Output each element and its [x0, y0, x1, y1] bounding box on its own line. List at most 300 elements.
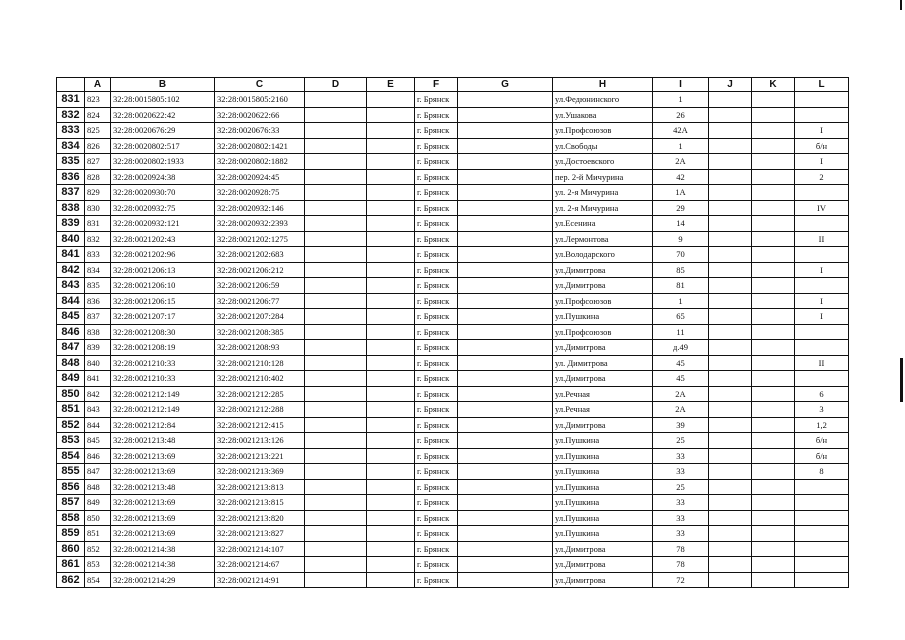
cell-g[interactable]	[458, 402, 553, 418]
column-header-i[interactable]: I	[653, 78, 709, 92]
cell-c[interactable]: 32:28:0021213:221	[215, 448, 305, 464]
cell-e[interactable]	[367, 386, 415, 402]
cell-a[interactable]: 831	[85, 216, 111, 232]
cell-l[interactable]: I	[795, 154, 849, 170]
cell-e[interactable]	[367, 417, 415, 433]
cell-b[interactable]: 32:28:0021213:69	[111, 464, 215, 480]
cell-l[interactable]: б/н	[795, 448, 849, 464]
cell-k[interactable]	[752, 278, 795, 294]
cell-b[interactable]: 32:28:0020932:121	[111, 216, 215, 232]
cell-h[interactable]: ул.Димитрова	[553, 262, 653, 278]
cell-h[interactable]: ул.Федюнинского	[553, 92, 653, 108]
cell-j[interactable]	[709, 340, 752, 356]
cell-h[interactable]: ул.Димитрова	[553, 541, 653, 557]
cell-e[interactable]	[367, 138, 415, 154]
cell-j[interactable]	[709, 386, 752, 402]
cell-b[interactable]: 32:28:0021210:33	[111, 355, 215, 371]
cell-a[interactable]: 838	[85, 324, 111, 340]
cell-j[interactable]	[709, 231, 752, 247]
cell-a[interactable]: 843	[85, 402, 111, 418]
cell-l[interactable]	[795, 278, 849, 294]
cell-h[interactable]: ул.Пушкина	[553, 526, 653, 542]
column-header-g[interactable]: G	[458, 78, 553, 92]
cell-b[interactable]: 32:28:0021213:69	[111, 495, 215, 511]
cell-k[interactable]	[752, 355, 795, 371]
cell-h[interactable]: ул.Ушакова	[553, 107, 653, 123]
cell-j[interactable]	[709, 448, 752, 464]
cell-i[interactable]: 11	[653, 324, 709, 340]
cell-j[interactable]	[709, 293, 752, 309]
column-header-h[interactable]: H	[553, 78, 653, 92]
cell-l[interactable]: б/н	[795, 433, 849, 449]
column-header-b[interactable]: B	[111, 78, 215, 92]
cell-i[interactable]: 2А	[653, 154, 709, 170]
cell-d[interactable]	[305, 262, 367, 278]
cell-f[interactable]: г. Брянск	[415, 107, 458, 123]
cell-b[interactable]: 32:28:0021213:48	[111, 433, 215, 449]
cell-a[interactable]: 847	[85, 464, 111, 480]
cell-h[interactable]: ул.Пушкина	[553, 479, 653, 495]
cell-k[interactable]	[752, 293, 795, 309]
cell-b[interactable]: 32:28:0021213:69	[111, 526, 215, 542]
cell-f[interactable]: г. Брянск	[415, 200, 458, 216]
cell-d[interactable]	[305, 200, 367, 216]
cell-c[interactable]: 32:28:0021212:288	[215, 402, 305, 418]
cell-a[interactable]: 833	[85, 247, 111, 263]
cell-i[interactable]: 33	[653, 495, 709, 511]
cell-d[interactable]	[305, 541, 367, 557]
cell-i[interactable]: 33	[653, 448, 709, 464]
row-number[interactable]: 852	[57, 417, 85, 433]
cell-b[interactable]: 32:28:0021210:33	[111, 371, 215, 387]
cell-l[interactable]: I	[795, 309, 849, 325]
cell-a[interactable]: 835	[85, 278, 111, 294]
cell-c[interactable]: 32:28:0021207:284	[215, 309, 305, 325]
cell-d[interactable]	[305, 154, 367, 170]
cell-f[interactable]: г. Брянск	[415, 572, 458, 588]
cell-d[interactable]	[305, 495, 367, 511]
cell-f[interactable]: г. Брянск	[415, 278, 458, 294]
cell-e[interactable]	[367, 557, 415, 573]
cell-f[interactable]: г. Брянск	[415, 464, 458, 480]
cell-c[interactable]: 32:28:0020932:146	[215, 200, 305, 216]
cell-h[interactable]: ул.Профсоюзов	[553, 324, 653, 340]
cell-i[interactable]: 1	[653, 138, 709, 154]
cell-d[interactable]	[305, 340, 367, 356]
cell-f[interactable]: г. Брянск	[415, 324, 458, 340]
cell-i[interactable]: 1А	[653, 185, 709, 201]
cell-h[interactable]: пер. 2-й Мичурина	[553, 169, 653, 185]
cell-b[interactable]: 32:28:0020924:38	[111, 169, 215, 185]
cell-g[interactable]	[458, 433, 553, 449]
cell-k[interactable]	[752, 448, 795, 464]
cell-d[interactable]	[305, 123, 367, 139]
cell-j[interactable]	[709, 355, 752, 371]
cell-k[interactable]	[752, 107, 795, 123]
cell-e[interactable]	[367, 402, 415, 418]
row-number[interactable]: 848	[57, 355, 85, 371]
cell-e[interactable]	[367, 340, 415, 356]
cell-b[interactable]: 32:28:0020802:1933	[111, 154, 215, 170]
cell-d[interactable]	[305, 138, 367, 154]
cell-e[interactable]	[367, 526, 415, 542]
cell-i[interactable]: 33	[653, 510, 709, 526]
cell-g[interactable]	[458, 216, 553, 232]
cell-b[interactable]: 32:28:0021208:19	[111, 340, 215, 356]
cell-l[interactable]: 8	[795, 464, 849, 480]
cell-g[interactable]	[458, 293, 553, 309]
cell-i[interactable]: 14	[653, 216, 709, 232]
cell-g[interactable]	[458, 355, 553, 371]
cell-j[interactable]	[709, 495, 752, 511]
column-header-f[interactable]: F	[415, 78, 458, 92]
cell-j[interactable]	[709, 433, 752, 449]
cell-g[interactable]	[458, 123, 553, 139]
cell-b[interactable]: 32:28:0021213:69	[111, 510, 215, 526]
cell-e[interactable]	[367, 324, 415, 340]
cell-i[interactable]: 1	[653, 293, 709, 309]
cell-h[interactable]: ул.Пушкина	[553, 464, 653, 480]
cell-b[interactable]: 32:28:0020932:75	[111, 200, 215, 216]
cell-c[interactable]: 32:28:0021206:59	[215, 278, 305, 294]
cell-k[interactable]	[752, 371, 795, 387]
cell-a[interactable]: 830	[85, 200, 111, 216]
cell-g[interactable]	[458, 92, 553, 108]
cell-d[interactable]	[305, 402, 367, 418]
cell-e[interactable]	[367, 247, 415, 263]
cell-k[interactable]	[752, 185, 795, 201]
cell-k[interactable]	[752, 262, 795, 278]
cell-g[interactable]	[458, 572, 553, 588]
cell-c[interactable]: 32:28:0021213:820	[215, 510, 305, 526]
cell-j[interactable]	[709, 526, 752, 542]
cell-h[interactable]: ул.Димитрова	[553, 278, 653, 294]
cell-l[interactable]: 1,2	[795, 417, 849, 433]
cell-f[interactable]: г. Брянск	[415, 417, 458, 433]
cell-g[interactable]	[458, 541, 553, 557]
column-header-j[interactable]: J	[709, 78, 752, 92]
cell-b[interactable]: 32:28:0021212:84	[111, 417, 215, 433]
cell-c[interactable]: 32:28:0020928:75	[215, 185, 305, 201]
cell-l[interactable]: II	[795, 355, 849, 371]
cell-f[interactable]: г. Брянск	[415, 340, 458, 356]
cell-j[interactable]	[709, 572, 752, 588]
cell-h[interactable]: ул.Пушкина	[553, 510, 653, 526]
cell-e[interactable]	[367, 479, 415, 495]
cell-l[interactable]	[795, 495, 849, 511]
cell-i[interactable]: 25	[653, 433, 709, 449]
cell-k[interactable]	[752, 510, 795, 526]
cell-h[interactable]: ул.Димитрова	[553, 557, 653, 573]
cell-g[interactable]	[458, 247, 553, 263]
cell-c[interactable]: 32:28:0021206:212	[215, 262, 305, 278]
cell-e[interactable]	[367, 433, 415, 449]
cell-g[interactable]	[458, 510, 553, 526]
cell-g[interactable]	[458, 138, 553, 154]
cell-f[interactable]: г. Брянск	[415, 138, 458, 154]
cell-j[interactable]	[709, 185, 752, 201]
cell-a[interactable]: 834	[85, 262, 111, 278]
cell-e[interactable]	[367, 169, 415, 185]
cell-l[interactable]: 2	[795, 169, 849, 185]
cell-k[interactable]	[752, 541, 795, 557]
cell-f[interactable]: г. Брянск	[415, 123, 458, 139]
cell-a[interactable]: 852	[85, 541, 111, 557]
cell-k[interactable]	[752, 572, 795, 588]
cell-a[interactable]: 836	[85, 293, 111, 309]
cell-h[interactable]: ул.Есенина	[553, 216, 653, 232]
cell-g[interactable]	[458, 417, 553, 433]
cell-d[interactable]	[305, 479, 367, 495]
cell-c[interactable]: 32:28:0021208:385	[215, 324, 305, 340]
cell-a[interactable]: 825	[85, 123, 111, 139]
cell-g[interactable]	[458, 448, 553, 464]
cell-e[interactable]	[367, 464, 415, 480]
cell-i[interactable]: 26	[653, 107, 709, 123]
cell-h[interactable]: ул. Димитрова	[553, 355, 653, 371]
cell-e[interactable]	[367, 231, 415, 247]
cell-c[interactable]: 32:28:0021213:827	[215, 526, 305, 542]
cell-e[interactable]	[367, 154, 415, 170]
cell-b[interactable]: 32:28:0021212:149	[111, 402, 215, 418]
cell-l[interactable]	[795, 324, 849, 340]
cell-k[interactable]	[752, 402, 795, 418]
cell-l[interactable]: IV	[795, 200, 849, 216]
cell-j[interactable]	[709, 262, 752, 278]
cell-j[interactable]	[709, 169, 752, 185]
cell-j[interactable]	[709, 278, 752, 294]
cell-c[interactable]: 32:28:0020802:1882	[215, 154, 305, 170]
cell-d[interactable]	[305, 107, 367, 123]
cell-a[interactable]: 832	[85, 231, 111, 247]
cell-a[interactable]: 853	[85, 557, 111, 573]
cell-d[interactable]	[305, 417, 367, 433]
cell-d[interactable]	[305, 510, 367, 526]
cell-l[interactable]: б/н	[795, 138, 849, 154]
column-header-c[interactable]: C	[215, 78, 305, 92]
cell-e[interactable]	[367, 495, 415, 511]
cell-k[interactable]	[752, 324, 795, 340]
cell-h[interactable]: ул.Лермонтова	[553, 231, 653, 247]
cell-a[interactable]: 840	[85, 355, 111, 371]
cell-h[interactable]: ул.Профсоюзов	[553, 293, 653, 309]
cell-d[interactable]	[305, 557, 367, 573]
row-number[interactable]: 841	[57, 247, 85, 263]
cell-g[interactable]	[458, 262, 553, 278]
cell-a[interactable]: 841	[85, 371, 111, 387]
cell-a[interactable]: 844	[85, 417, 111, 433]
cell-d[interactable]	[305, 185, 367, 201]
cell-c[interactable]: 32:28:0021210:402	[215, 371, 305, 387]
row-number[interactable]: 849	[57, 371, 85, 387]
cell-c[interactable]: 32:28:0021214:91	[215, 572, 305, 588]
cell-d[interactable]	[305, 448, 367, 464]
cell-c[interactable]: 32:28:0021213:126	[215, 433, 305, 449]
cell-d[interactable]	[305, 572, 367, 588]
cell-k[interactable]	[752, 138, 795, 154]
cell-h[interactable]: ул.Пушкина	[553, 433, 653, 449]
column-header-d[interactable]: D	[305, 78, 367, 92]
cell-e[interactable]	[367, 107, 415, 123]
row-number[interactable]: 861	[57, 557, 85, 573]
cell-i[interactable]: 78	[653, 557, 709, 573]
cell-g[interactable]	[458, 278, 553, 294]
cell-a[interactable]: 845	[85, 433, 111, 449]
cell-l[interactable]	[795, 107, 849, 123]
cell-d[interactable]	[305, 386, 367, 402]
cell-c[interactable]: 32:28:0020676:33	[215, 123, 305, 139]
cell-l[interactable]	[795, 526, 849, 542]
cell-l[interactable]: I	[795, 123, 849, 139]
cell-j[interactable]	[709, 417, 752, 433]
cell-k[interactable]	[752, 386, 795, 402]
cell-j[interactable]	[709, 216, 752, 232]
row-number[interactable]: 851	[57, 402, 85, 418]
cell-h[interactable]: ул.Речная	[553, 402, 653, 418]
column-header-l[interactable]: L	[795, 78, 849, 92]
cell-e[interactable]	[367, 185, 415, 201]
cell-c[interactable]: 32:28:0020622:66	[215, 107, 305, 123]
cell-c[interactable]: 32:28:0021212:415	[215, 417, 305, 433]
cell-c[interactable]: 32:28:0021202:1275	[215, 231, 305, 247]
column-header-e[interactable]: E	[367, 78, 415, 92]
cell-f[interactable]: г. Брянск	[415, 557, 458, 573]
cell-c[interactable]: 32:28:0020924:45	[215, 169, 305, 185]
cell-h[interactable]: ул.Володарского	[553, 247, 653, 263]
cell-j[interactable]	[709, 541, 752, 557]
cell-i[interactable]: 2А	[653, 386, 709, 402]
cell-f[interactable]: г. Брянск	[415, 262, 458, 278]
cell-j[interactable]	[709, 479, 752, 495]
cell-f[interactable]: г. Брянск	[415, 154, 458, 170]
cell-f[interactable]: г. Брянск	[415, 479, 458, 495]
cell-h[interactable]: ул.Речная	[553, 386, 653, 402]
cell-i[interactable]: 65	[653, 309, 709, 325]
cell-e[interactable]	[367, 355, 415, 371]
cell-g[interactable]	[458, 495, 553, 511]
cell-a[interactable]: 829	[85, 185, 111, 201]
cell-h[interactable]: ул.Димитрова	[553, 572, 653, 588]
cell-i[interactable]: 29	[653, 200, 709, 216]
cell-h[interactable]: ул.Димитрова	[553, 371, 653, 387]
cell-f[interactable]: г. Брянск	[415, 526, 458, 542]
cell-g[interactable]	[458, 557, 553, 573]
cell-f[interactable]: г. Брянск	[415, 293, 458, 309]
cell-f[interactable]: г. Брянск	[415, 169, 458, 185]
cell-g[interactable]	[458, 464, 553, 480]
cell-i[interactable]: 25	[653, 479, 709, 495]
cell-d[interactable]	[305, 309, 367, 325]
cell-j[interactable]	[709, 107, 752, 123]
column-header-k[interactable]: K	[752, 78, 795, 92]
cell-c[interactable]: 32:28:0020932:2393	[215, 216, 305, 232]
cell-i[interactable]: 42	[653, 169, 709, 185]
cell-l[interactable]	[795, 185, 849, 201]
cell-a[interactable]: 824	[85, 107, 111, 123]
cell-g[interactable]	[458, 231, 553, 247]
cell-b[interactable]: 32:28:0021206:10	[111, 278, 215, 294]
cell-c[interactable]: 32:28:0021214:67	[215, 557, 305, 573]
cell-a[interactable]: 846	[85, 448, 111, 464]
cell-e[interactable]	[367, 123, 415, 139]
cell-a[interactable]: 823	[85, 92, 111, 108]
cell-k[interactable]	[752, 231, 795, 247]
cell-b[interactable]: 32:28:0021212:149	[111, 386, 215, 402]
cell-i[interactable]: 45	[653, 355, 709, 371]
row-number[interactable]: 847	[57, 340, 85, 356]
cell-e[interactable]	[367, 92, 415, 108]
cell-l[interactable]	[795, 557, 849, 573]
cell-d[interactable]	[305, 464, 367, 480]
cell-c[interactable]: 32:28:0021213:369	[215, 464, 305, 480]
cell-k[interactable]	[752, 417, 795, 433]
cell-i[interactable]: 1	[653, 92, 709, 108]
cell-e[interactable]	[367, 572, 415, 588]
cell-h[interactable]: ул.Пушкина	[553, 495, 653, 511]
cell-b[interactable]: 32:28:0020622:42	[111, 107, 215, 123]
cell-e[interactable]	[367, 448, 415, 464]
cell-f[interactable]: г. Брянск	[415, 216, 458, 232]
row-number[interactable]: 831	[57, 92, 85, 108]
cell-i[interactable]: 45	[653, 371, 709, 387]
cell-l[interactable]: II	[795, 231, 849, 247]
cell-k[interactable]	[752, 557, 795, 573]
cell-d[interactable]	[305, 278, 367, 294]
cell-c[interactable]: 32:28:0021214:107	[215, 541, 305, 557]
cell-f[interactable]: г. Брянск	[415, 402, 458, 418]
cell-g[interactable]	[458, 309, 553, 325]
cell-f[interactable]: г. Брянск	[415, 386, 458, 402]
cell-f[interactable]: г. Брянск	[415, 185, 458, 201]
cell-i[interactable]: 78	[653, 541, 709, 557]
cell-l[interactable]: I	[795, 293, 849, 309]
cell-b[interactable]: 32:28:0020930:70	[111, 185, 215, 201]
cell-c[interactable]: 32:28:0021208:93	[215, 340, 305, 356]
cell-a[interactable]: 827	[85, 154, 111, 170]
cell-d[interactable]	[305, 433, 367, 449]
cell-k[interactable]	[752, 495, 795, 511]
cell-g[interactable]	[458, 200, 553, 216]
cell-i[interactable]: 39	[653, 417, 709, 433]
cell-l[interactable]: I	[795, 262, 849, 278]
row-number[interactable]: 844	[57, 293, 85, 309]
cell-a[interactable]: 850	[85, 510, 111, 526]
cell-j[interactable]	[709, 123, 752, 139]
cell-b[interactable]: 32:28:0021213:69	[111, 448, 215, 464]
cell-h[interactable]: ул.Пушкина	[553, 309, 653, 325]
cell-j[interactable]	[709, 247, 752, 263]
cell-b[interactable]: 32:28:0021208:30	[111, 324, 215, 340]
cell-b[interactable]: 32:28:0021206:13	[111, 262, 215, 278]
cell-d[interactable]	[305, 324, 367, 340]
cell-g[interactable]	[458, 479, 553, 495]
row-number[interactable]: 859	[57, 526, 85, 542]
cell-b[interactable]: 32:28:0020802:517	[111, 138, 215, 154]
cell-k[interactable]	[752, 309, 795, 325]
row-number[interactable]: 862	[57, 572, 85, 588]
row-number[interactable]: 835	[57, 154, 85, 170]
cell-l[interactable]: 6	[795, 386, 849, 402]
row-number[interactable]: 834	[57, 138, 85, 154]
cell-l[interactable]	[795, 216, 849, 232]
cell-g[interactable]	[458, 107, 553, 123]
cell-i[interactable]: 72	[653, 572, 709, 588]
cell-f[interactable]: г. Брянск	[415, 247, 458, 263]
cell-j[interactable]	[709, 92, 752, 108]
column-header-a[interactable]: A	[85, 78, 111, 92]
cell-k[interactable]	[752, 526, 795, 542]
row-number[interactable]: 832	[57, 107, 85, 123]
